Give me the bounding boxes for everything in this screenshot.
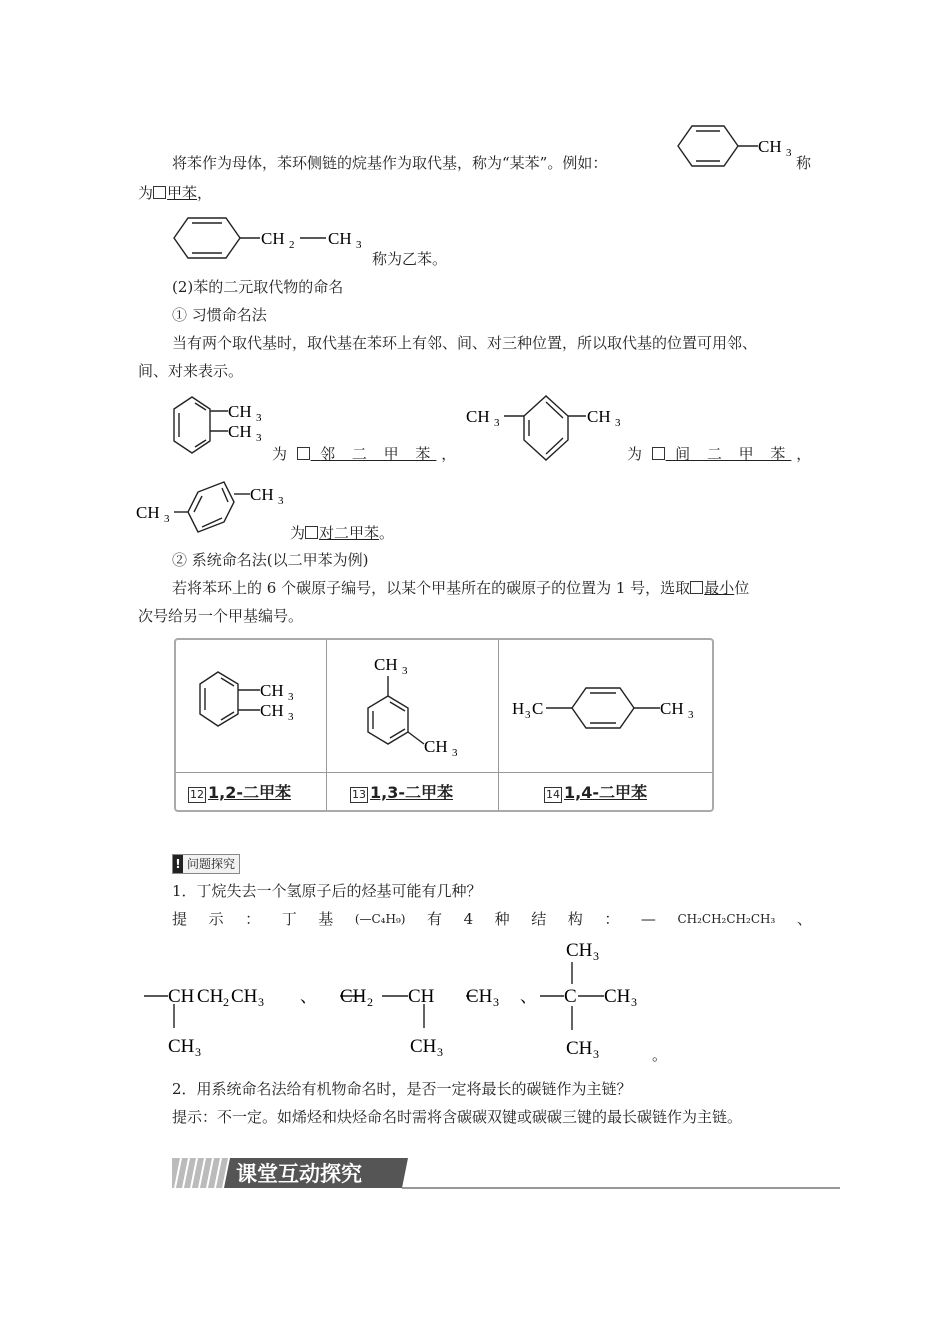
answer-box-icon: [305, 526, 318, 539]
svg-text:3: 3: [494, 417, 500, 429]
answer-box-icon: [652, 447, 665, 460]
answer-box-icon: [297, 447, 310, 460]
svg-text:CH: CH: [566, 1038, 593, 1059]
intro-line-1: 将苯作为母体，苯环侧链的烷基作为取代基，称为“某苯”。例如：: [172, 154, 608, 172]
para-answer: 为 对二甲苯。: [290, 524, 395, 542]
answer-box-icon: [690, 581, 703, 594]
svg-text:3: 3: [402, 665, 408, 677]
svg-text:CH: CH: [587, 407, 611, 426]
svg-text:3: 3: [164, 513, 170, 525]
sys-text-2: 次号给另一个甲基编号。: [138, 607, 304, 625]
svg-text:3: 3: [615, 417, 621, 429]
svg-text:。: 。: [652, 1048, 668, 1064]
svg-text:CH: CH: [604, 986, 631, 1007]
svg-text:CH: CH: [197, 986, 224, 1007]
ethyl-suffix: 称为乙苯。: [372, 250, 448, 268]
answer-box-icon: [153, 186, 166, 199]
svg-text:3: 3: [593, 1047, 599, 1061]
svg-text:CH: CH: [231, 986, 258, 1007]
sub3-label: 3: [786, 147, 792, 159]
svg-text:2: 2: [289, 239, 295, 251]
svg-text:CH: CH: [260, 681, 284, 700]
svg-text:3: 3: [452, 747, 458, 759]
svg-text:CH: CH: [424, 737, 448, 756]
toluene-structure: [676, 122, 802, 172]
svg-text:3: 3: [278, 495, 284, 507]
question-2: 2．用系统命名法给有机物命名时，是否一定将最长的碳链作为主链？: [172, 1080, 632, 1098]
svg-text:3: 3: [525, 709, 531, 721]
svg-text:CH: CH: [408, 986, 435, 1007]
svg-text:3: 3: [593, 949, 599, 963]
habit-title: ① 习惯命名法: [172, 306, 267, 324]
meta-xylene-structure: [466, 392, 636, 468]
section-2-title: (2)苯的二元取代物的命名: [172, 278, 344, 296]
svg-text:CH: CH: [228, 422, 252, 441]
banner-title: 课堂互动探究: [236, 1162, 362, 1186]
svg-text:CH: CH: [660, 699, 684, 718]
svg-text:CH: CH: [374, 655, 398, 674]
answer-1: 提 示 ： 丁 基 (—C₄H₉) 有 4 种 结 构 ： — CH₂CH₂CH₂CH₃ 、: [172, 910, 812, 928]
svg-text:CH: CH: [466, 407, 490, 426]
sys-title: ② 系统命名法(以二甲苯为例): [172, 551, 369, 569]
svg-text:3: 3: [288, 711, 294, 723]
table-meta-structure: [354, 648, 474, 762]
explore-tag: ! 问题探究: [172, 854, 240, 874]
svg-text:3: 3: [256, 432, 262, 444]
svg-text:2: 2: [367, 995, 373, 1009]
intro-line-1-end: 称: [796, 154, 812, 172]
svg-text:3: 3: [288, 691, 294, 703]
svg-text:CH: CH: [566, 940, 593, 961]
svg-text:CH: CH: [136, 503, 160, 522]
svg-text:CH: CH: [228, 402, 252, 421]
svg-text:3: 3: [258, 995, 264, 1009]
table-para-structure: [510, 684, 710, 730]
svg-text:CH: CH: [168, 986, 195, 1007]
svg-text:CH: CH: [328, 229, 352, 248]
svg-text:CH: CH: [410, 1036, 437, 1057]
svg-text:3: 3: [195, 1045, 201, 1059]
sys-text-1: 若将苯环上的 6 个碳原子编号，以某个甲基所在的碳原子的位置为 1 号，选取 最小位: [172, 579, 750, 597]
table-meta-label: 13 1,3-二甲苯: [352, 783, 453, 802]
table-ortho-structure: [194, 668, 314, 744]
svg-text:H: H: [512, 699, 525, 718]
ethylbenzene-structure: [172, 214, 372, 262]
svg-text:3: 3: [437, 1045, 443, 1059]
xylene-table: [174, 638, 714, 812]
question-1: 1．丁烷失去一个氢原子后的烃基可能有几种？: [172, 882, 482, 900]
meta-answer: 为 间 二 甲 苯 ，: [627, 445, 812, 463]
answer-2: 提示：不一定。如烯烃和炔烃命名时需将含碳碳双键或碳碳三键的最长碳链作为主链。: [172, 1108, 743, 1126]
svg-text:3: 3: [631, 995, 637, 1009]
table-para-label: 14 1,4-二甲苯: [546, 783, 647, 802]
svg-text:CH: CH: [168, 1036, 195, 1057]
svg-text:、: 、: [520, 987, 537, 1006]
svg-text:CH: CH: [260, 701, 284, 720]
svg-text:、: 、: [300, 987, 317, 1006]
habit-text-2: 间、对来表示。: [138, 362, 244, 380]
para-xylene-structure: [136, 470, 296, 540]
ortho-answer: 为 邻 二 甲 苯 ，: [272, 445, 457, 463]
habit-text-1: 当有两个取代基时，取代基在苯环上有邻、间、对三种位置，所以取代基的位置可用邻、: [172, 334, 758, 352]
svg-text:3: 3: [256, 412, 262, 424]
svg-text:CH: CH: [250, 485, 274, 504]
ortho-xylene-structure: [168, 395, 268, 467]
svg-text:C: C: [564, 986, 577, 1007]
butyl-structures: [140, 932, 680, 1064]
svg-text:3: 3: [493, 995, 499, 1009]
ch3-label: CH: [758, 137, 782, 156]
intro-line-2: 为 甲苯，: [138, 184, 213, 202]
exclamation-icon: !: [173, 855, 183, 873]
svg-text:3: 3: [688, 709, 694, 721]
svg-text:3: 3: [356, 239, 362, 251]
svg-text:CH: CH: [466, 986, 493, 1007]
svg-text:2: 2: [223, 995, 229, 1009]
svg-text:C: C: [532, 699, 544, 718]
svg-text:CH: CH: [340, 986, 367, 1007]
table-ortho-label: 12 1,2-二甲苯: [190, 783, 291, 802]
svg-text:CH: CH: [261, 229, 285, 248]
